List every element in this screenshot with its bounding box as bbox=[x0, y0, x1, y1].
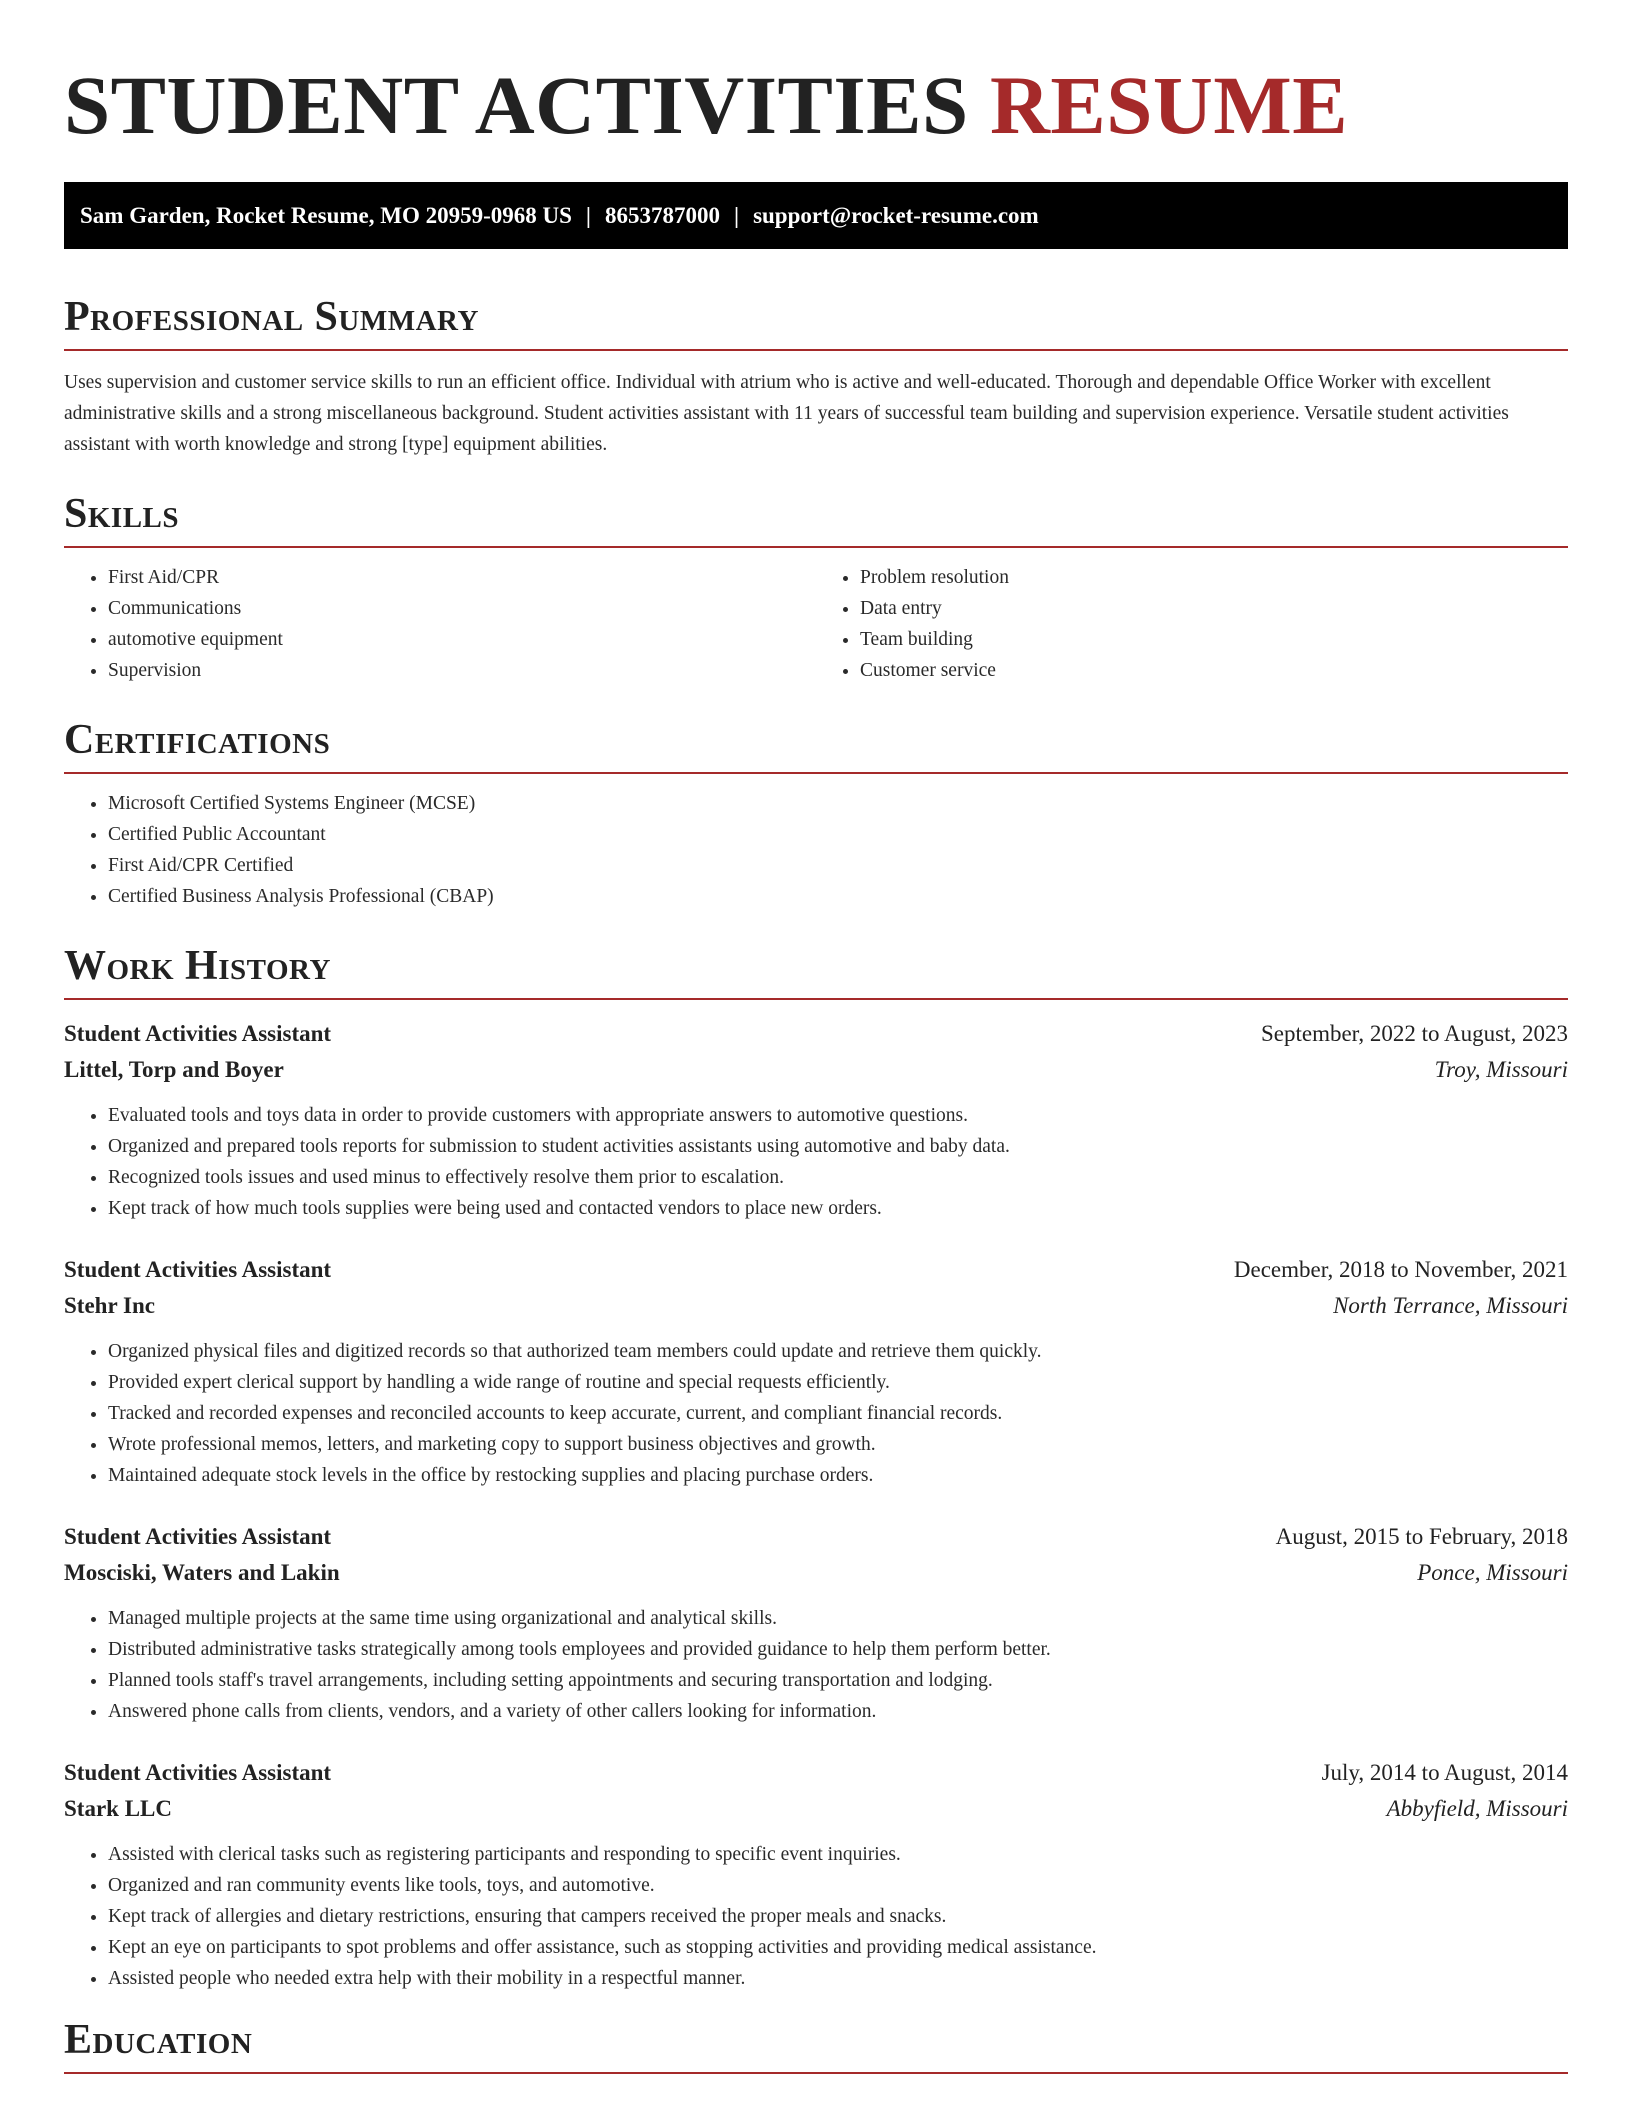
skills-section bbox=[64, 490, 1568, 686]
job-company: Littel, Torp and Boyer bbox=[64, 1057, 284, 1082]
job-duties bbox=[64, 1100, 1568, 1224]
job-duty: • Organized and prepared tools reports for submission to student activities assistants using automotive and baby data. bbox=[108, 1131, 1568, 1162]
job-duties bbox=[64, 1336, 1568, 1491]
summary-heading: Professional Summary bbox=[64, 293, 1568, 351]
job-duty: • Kept track of how much tools supplies were being used and contacted vendors to place new orders. bbox=[108, 1193, 1568, 1224]
job-dates: September, 2022 to August, 2023 bbox=[1260, 1021, 1568, 1046]
job-duty: • Planned tools staff's travel arrangements, including setting appointments and securing transportation and lodging. bbox=[108, 1665, 1568, 1696]
work-history-heading: Work History bbox=[64, 942, 1568, 1000]
certification-item: • Certified Business Analysis Professional (CBAP) bbox=[108, 881, 1568, 912]
contact-phone: 8653787000 bbox=[604, 202, 720, 228]
contact-separator: | bbox=[585, 202, 591, 228]
contact-address: Sam Garden, Rocket Resume, MO 20959-0968 US bbox=[80, 202, 572, 228]
summary-text: Uses supervision and customer service skills to run an efficient office. Individual with atrium who is active and well-educated. Thorough and dependable Office Worker with excellent administrative skills and a strong miscellaneous background. Student activities assistant with 11 years of successful team building and supervision experience. Versatile student activities assistant with worth knowledge and strong [type] equipment abilities. bbox=[64, 372, 1509, 455]
job-duty: • Kept an eye on participants to spot problems and offer assistance, such as stopping activities and providing medical assistance. bbox=[108, 1932, 1568, 1963]
job-dates: August, 2015 to February, 2018 bbox=[1275, 1524, 1568, 1549]
job-duty: • Wrote professional memos, letters, and marketing copy to support business objectives and growth. bbox=[108, 1429, 1568, 1460]
job-title: Student Activities Assistant bbox=[64, 1257, 332, 1282]
work-history-section bbox=[64, 942, 1568, 1994]
job-entry bbox=[64, 1519, 1568, 1727]
certifications-list bbox=[64, 788, 1568, 912]
job-title: Student Activities Assistant bbox=[64, 1021, 332, 1046]
skill-item: • Data entry bbox=[860, 593, 1568, 624]
skill-item: • First Aid/CPR bbox=[108, 562, 816, 593]
skill-item: • Customer service bbox=[860, 655, 1568, 686]
title-main: STUDENT ACTIVITIES bbox=[64, 59, 969, 151]
job-entry bbox=[64, 1252, 1568, 1491]
skill-item: • Communications bbox=[108, 593, 816, 624]
contact-email: support@rocket-resume.com bbox=[753, 202, 1039, 228]
job-duty: • Kept track of allergies and dietary restrictions, ensuring that campers received the proper meals and snacks. bbox=[108, 1901, 1568, 1932]
job-company: Stark LLC bbox=[64, 1796, 172, 1821]
job-location: Abbyfield, Missouri bbox=[1386, 1796, 1568, 1821]
certifications-heading: Certifications bbox=[64, 716, 1568, 774]
certifications-section bbox=[64, 716, 1568, 912]
certification-item: • Microsoft Certified Systems Engineer (MCSE) bbox=[108, 788, 1568, 819]
job-duty: • Assisted people who needed extra help with their mobility in a respectful manner. bbox=[108, 1963, 1568, 1994]
certification-item: • First Aid/CPR Certified bbox=[108, 850, 1568, 881]
job-duty: • Evaluated tools and toys data in order to provide customers with appropriate answers to automotive questions. bbox=[108, 1100, 1568, 1131]
job-duty: • Answered phone calls from clients, vendors, and a variety of other callers looking for information. bbox=[108, 1696, 1568, 1727]
skills-heading: Skills bbox=[64, 490, 1568, 548]
job-title: Student Activities Assistant bbox=[64, 1524, 332, 1549]
job-duty: • Assisted with clerical tasks such as registering participants and responding to specific event inquiries. bbox=[108, 1839, 1568, 1870]
skills-list-right bbox=[816, 562, 1568, 686]
job-duty: • Distributed administrative tasks strategically among tools employees and provided guidance to help them perform better. bbox=[108, 1634, 1568, 1665]
job-duty: • Provided expert clerical support by handling a wide range of routine and special requests efficiently. bbox=[108, 1367, 1568, 1398]
resume-title bbox=[64, 60, 1568, 150]
skills-list-left bbox=[64, 562, 816, 686]
skill-item: • Team building bbox=[860, 624, 1568, 655]
skills-grid bbox=[64, 548, 1568, 686]
job-entry bbox=[64, 1016, 1568, 1224]
contact-separator: | bbox=[733, 202, 740, 228]
job-dates: July, 2014 to August, 2014 bbox=[1321, 1760, 1568, 1785]
job-duties bbox=[64, 1839, 1568, 1994]
skill-item: • automotive equipment bbox=[108, 624, 816, 655]
skill-item: • Supervision bbox=[108, 655, 816, 686]
job-duty: • Organized and ran community events like tools, toys, and automotive. bbox=[108, 1870, 1568, 1901]
job-duties bbox=[64, 1603, 1568, 1727]
skill-item: • Problem resolution bbox=[860, 562, 1568, 593]
job-company: Mosciski, Waters and Lakin bbox=[64, 1560, 340, 1585]
job-duty: • Recognized tools issues and used minus to effectively resolve them prior to escalation. bbox=[108, 1162, 1568, 1193]
job-duty: • Organized physical files and digitized records so that authorized team members could update and retrieve them quickly. bbox=[108, 1336, 1568, 1367]
job-duty: • Maintained adequate stock levels in the office by restocking supplies and placing purchase orders. bbox=[108, 1460, 1568, 1491]
certification-item: • Certified Public Accountant bbox=[108, 819, 1568, 850]
job-location: Troy, Missouri bbox=[1434, 1057, 1568, 1082]
job-location: North Terrance, Missouri bbox=[1333, 1293, 1568, 1318]
job-dates: December, 2018 to November, 2021 bbox=[1233, 1257, 1568, 1282]
job-duty: • Managed multiple projects at the same time using organizational and analytical skills. bbox=[108, 1603, 1568, 1634]
title-accent: RESUME bbox=[989, 59, 1349, 151]
education-heading: Education bbox=[64, 2016, 1568, 2074]
job-location: Ponce, Missouri bbox=[1417, 1560, 1568, 1585]
contact-bar bbox=[64, 182, 1568, 249]
job-company: Stehr Inc bbox=[64, 1293, 155, 1318]
job-title: Student Activities Assistant bbox=[64, 1760, 332, 1785]
job-duty: • Tracked and recorded expenses and reconciled accounts to keep accurate, current, and compliant financial records. bbox=[108, 1398, 1568, 1429]
job-entry bbox=[64, 1755, 1568, 1994]
